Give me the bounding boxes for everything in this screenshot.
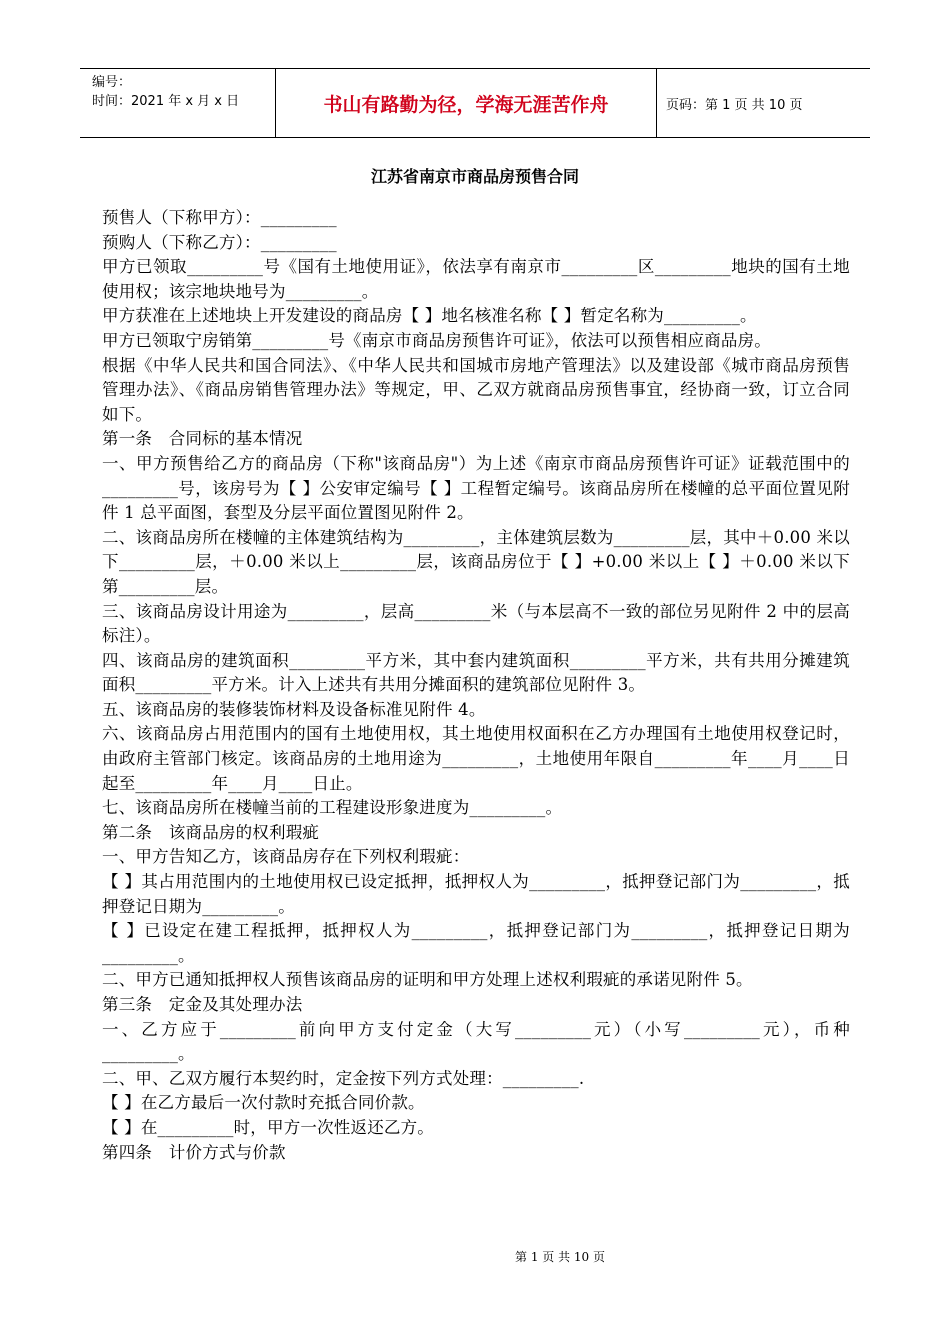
paragraph: 甲方已领取宁房销第_________号《南京市商品房预售许可证》，依法可以预售相应商品房。 [102,330,771,350]
header-page-label: 页码：第 1 页 共 10 页 [666,97,803,113]
section-heading: 第二条 该商品房的权利瑕疵 [102,822,320,842]
section-heading: 第四条 计价方式与价款 [102,1142,286,1162]
document-title: 江苏省南京市商品房预售合同 [370,167,579,186]
paragraph: 七、该商品房所在楼幢当前的工程建设形象进度为_________。 [102,798,563,818]
paragraph: 【 】其占用范围内的土地使用权已设定抵押，抵押权人为_________，抵押登记部门为_________，抵押登记日期为_________。 [102,872,850,916]
paragraph: 甲方获准在上述地块上开发建设的商品房【 】地名核准名称【 】暂定名称为_________。 [102,306,757,326]
document-header [80,68,870,138]
paragraph: 一、乙方应于_________前向甲方支付定金（大写_________元）（小写_________元），币种_________。 [102,1019,850,1064]
paragraph: 三、该商品房设计用途为_________，层高_________米（与本层高不一致的部位另见附件 2 中的层高标注）。 [102,601,850,646]
paragraph: 五、该商品房的装修装饰材料及设备标准见附件 4。 [102,699,486,719]
paragraph: 二、甲方已通知抵押权人预售该商品房的证明和甲方处理上述权利瑕疵的承诺见附件 5。 [102,970,753,990]
paragraph: 一、甲方预售给乙方的商品房（下称"该商品房"）为上述《南京市商品房预售许可证》证载范围中的_________号，该房号为【 】公安审定编号【 】工程暂定编号。该商品房所在楼幢的总平面位置见附件 1 总平面图，套型及分层平面位置图见附件 2。 [102,453,850,523]
section-heading: 第三条 定金及其处理办法 [102,995,303,1014]
paragraph: 六、该商品房占用范围内的国有土地使用权，其土地使用权面积在乙方办理国有土地使用权登记时，由政府主管部门核定。该商品房的土地用途为_________，土地使用年限自_________年____月____日起至_________年____月____日止。 [102,724,850,793]
paragraph: 甲方已领取_________号《国有土地使用证》，依法享有南京市_________区_________地块的国有土地使用权；该宗地块地号为_________。 [102,257,850,301]
header-meta [80,69,276,137]
document-time-label: 时间：2021 年 x 月 x 日 [92,94,240,109]
paragraph: 二、该商品房所在楼幢的主体建筑结构为_________，主体建筑层数为_________层，其中＋0.00 米以下_________层，＋0.00 米以上_________层，该商品房位于【 】+0.00 米以上【 】＋0.00 米以下第_________层。 [102,527,850,596]
paragraph: 【 】在_________时，甲方一次性返还乙方。 [102,1117,434,1137]
paragraph: 二、甲、乙双方履行本契约时，定金按下列方式处理：_________. [102,1068,585,1088]
document-body [102,206,850,1165]
paragraph: 四、该商品房的建筑面积_________平方米，其中套内建筑面积_________平方米，共有共用分摊建筑面积_________平方米。计入上述共有共用分摊面积的建筑部位见附件 3。 [102,650,850,695]
section-heading: 第一条 合同标的基本情况 [102,429,303,449]
paragraph: 【 】已设定在建工程抵押，抵押权人为_________，抵押登记部门为_________，抵押登记日期为_________。 [102,921,850,965]
document-number-label: 编号： [92,75,132,90]
paragraph: 【 】在乙方最后一次付款时充抵合同价款。 [102,1093,425,1113]
paragraph: 根据《中华人民共和国合同法》、《中华人民共和国城市房地产管理法》以及建设部《城市商品房预售管理办法》、《商品房销售管理办法》等规定，甲、乙双方就商品房预售事宜，经协商一致，订立合同如下。 [102,355,850,424]
footer-page-indicator: 第 1 页 共 10 页 [515,1250,605,1264]
paragraph: 预售人（下称甲方）：_________ [102,208,337,227]
page-footer [0,1248,950,1265]
paragraph: 预购人（下称乙方）：_________ [102,232,337,252]
paragraph: 一、甲方告知乙方，该商品房存在下列权利瑕疵： [102,847,470,867]
header-motto: 书山有路勤为径，学海无涯苦作舟 [276,69,657,137]
